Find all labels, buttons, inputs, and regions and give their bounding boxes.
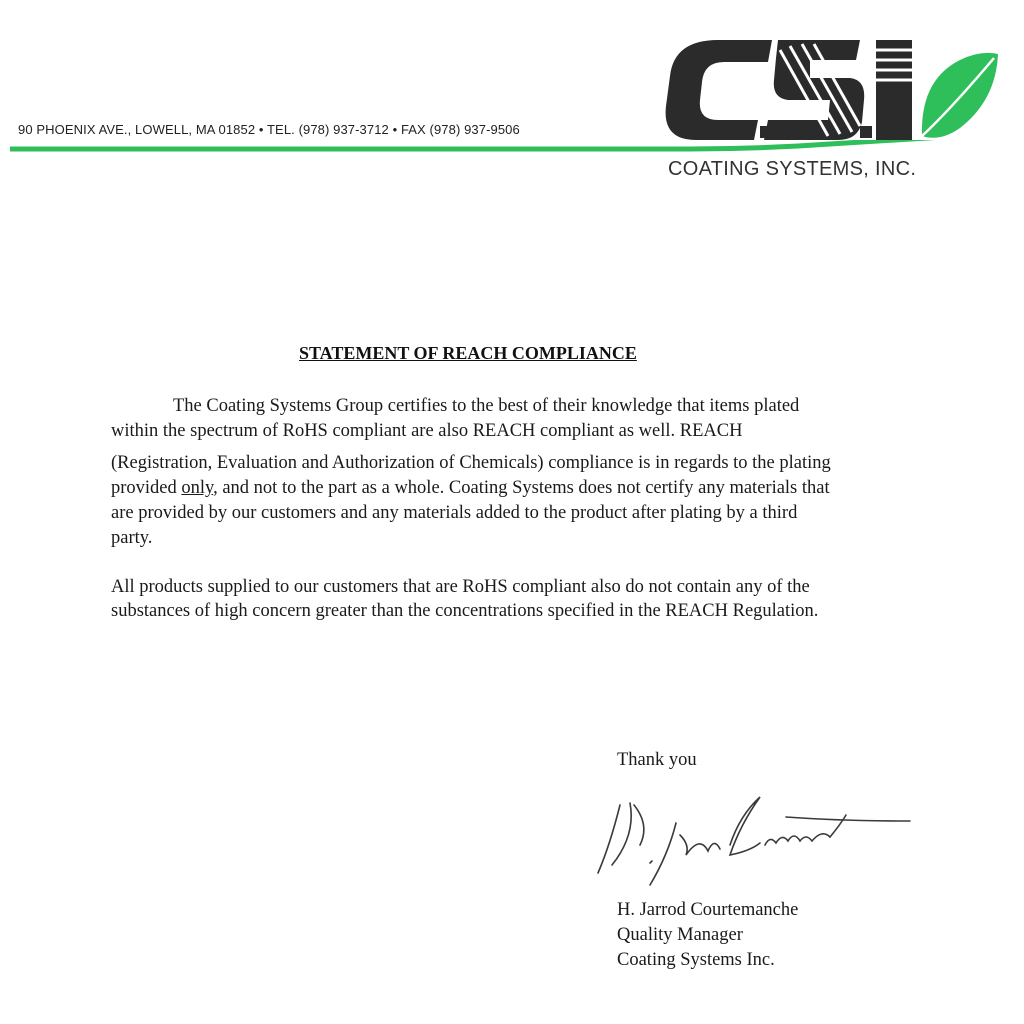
paragraph-2-line-1: All products supplied to our customers that are RoHS compliant also do not contain any of the — [111, 577, 810, 597]
closing-thanks: Thank you — [617, 750, 697, 770]
paragraph-1-line-4 — [111, 478, 830, 499]
logo-letter-i — [876, 40, 912, 140]
emphasis-only: only — [181, 478, 214, 498]
company-name: COATING SYSTEMS, INC. — [668, 158, 917, 180]
logo-letter-s — [764, 40, 864, 140]
paragraph-2-line-2: substances of high concern greater than the concentrations specified in the REACH Regulation. — [111, 601, 819, 621]
logo-dot-1 — [760, 126, 772, 138]
leaf-icon — [922, 53, 998, 138]
paragraph-1-line-1: The Coating Systems Group certifies to the best of their knowledge that items plated — [173, 396, 800, 416]
csi-logo — [660, 40, 1000, 150]
paragraph-1-line-2: within the spectrum of RoHS compliant are also REACH compliant as well. REACH — [111, 421, 743, 441]
document-title: STATEMENT OF REACH COMPLIANCE — [299, 343, 637, 363]
paragraph-1-line-4-before: provided — [111, 478, 182, 498]
paragraph-1-line-5: are provided by our customers and any materials added to the product after plating by a third — [111, 503, 798, 523]
signer-role: Quality Manager — [617, 925, 743, 945]
letterhead-address: 90 PHOENIX AVE., LOWELL, MA 01852 • TEL. (978) 937-3712 • FAX (978) 937-9506 — [18, 122, 520, 137]
paragraph-1-line-6: party. — [111, 528, 153, 548]
signer-company: Coating Systems Inc. — [617, 950, 775, 970]
logo-dot-2 — [860, 126, 872, 138]
handwritten-signature — [590, 785, 920, 890]
paragraph-1-line-3: (Registration, Evaluation and Authorization of Chemicals) compliance is in regards to the plating — [111, 453, 831, 473]
logo-letter-c — [666, 40, 772, 140]
paragraph-1-line-4-after: , and not to the part as a whole. Coating Systems does not certify any materials that — [213, 478, 830, 498]
signer-name: H. Jarrod Courtemanche — [617, 900, 799, 920]
